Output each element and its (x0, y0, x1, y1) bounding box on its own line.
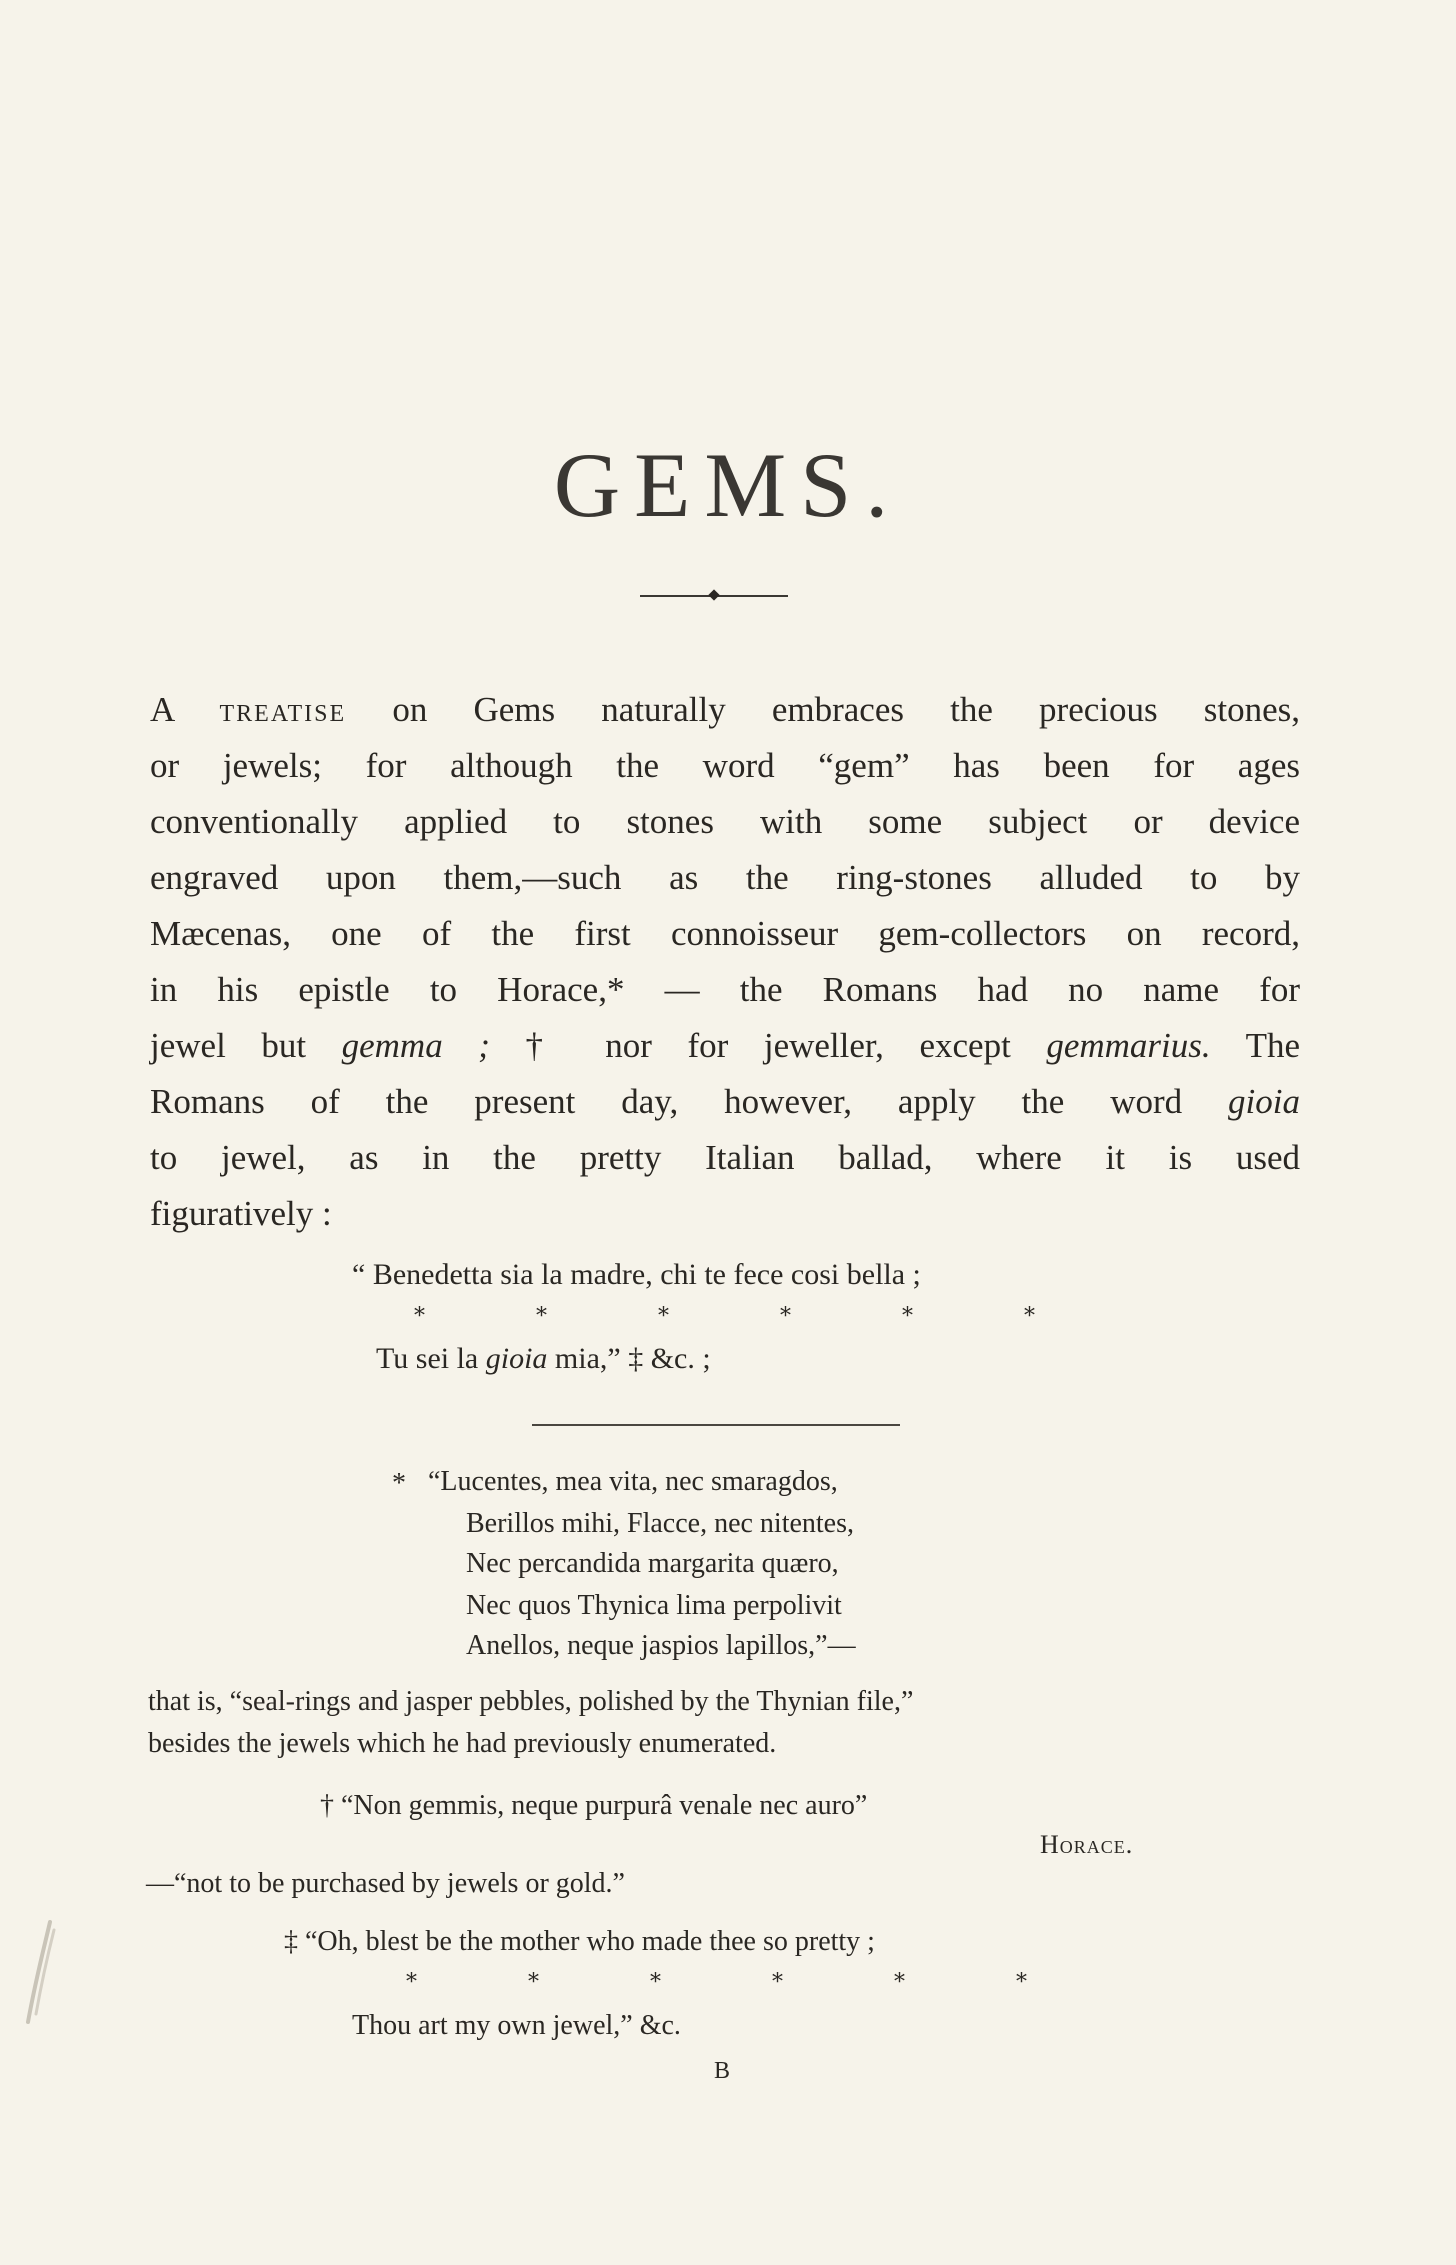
paragraph-line-9: to jewel, as in the pretty Italian ballad, where it is used (150, 1138, 1300, 1177)
verse-asterisks (414, 1304, 1146, 1329)
verse-line-2 (376, 1342, 711, 1376)
line-text: Tu sei la (376, 1342, 479, 1375)
asterisk: * (406, 1970, 417, 1995)
italic-word: gioia (1228, 1082, 1300, 1121)
footnote-translation-2: besides the jewels which he had previously enumerated. (148, 1728, 777, 1759)
footnote-double-dagger: ‡ “Oh, blest be the mother who made thee so pretty ; (284, 1926, 875, 1957)
asterisk: * (536, 1304, 547, 1329)
paragraph-line-1 (150, 682, 1300, 738)
asterisk: * (780, 1304, 791, 1329)
signature-mark: B (714, 2058, 731, 2084)
footnote-horace: Horace. (1040, 1830, 1134, 1859)
paragraph-line-7 (150, 1018, 1300, 1074)
paragraph-line-10: figuratively : (150, 1194, 332, 1233)
paragraph-line-6: in his epistle to Horace,* — the Romans had no name for (150, 970, 1300, 1009)
paragraph-line-2: or jewels; for although the word “gem” has been for ages (150, 746, 1300, 785)
line-text: The (1245, 1026, 1300, 1065)
line-text: jewel but (150, 1026, 307, 1065)
line-text: on Gems naturally embraces the precious stones, (392, 690, 1301, 729)
footnote-asterisks (406, 1970, 1138, 1995)
footnote-star-mark: * (392, 1468, 406, 1499)
pencil-mark-icon (20, 1918, 60, 2028)
footnote-translation-1: that is, “seal-rings and jasper pebbles, polished by the Thynian file,” (148, 1686, 914, 1717)
footnote-latin-1: “Lucentes, mea vita, nec smaragdos, (428, 1466, 838, 1497)
line-text: mia,” ‡ &c. ; (554, 1342, 711, 1375)
footnote-dagger: † “Non gemmis, neque purpurâ venale nec auro” (320, 1790, 868, 1821)
footnote-dagger-translation: —“not to be purchased by jewels or gold.” (146, 1868, 625, 1899)
paragraph-line-4: engraved upon them,—such as the ring-stones alluded to by (150, 858, 1300, 897)
asterisk: * (414, 1304, 425, 1329)
paragraph-line-8 (150, 1074, 1300, 1130)
asterisk: * (1024, 1304, 1035, 1329)
ornament-diamond-icon (708, 589, 719, 600)
opening-small-caps: treatise (219, 692, 347, 729)
main-paragraph (150, 682, 1300, 1242)
verse-line-1: “ Benedetta sia la madre, chi te fece cosi bella ; (352, 1258, 921, 1291)
footnote-latin-4: Nec quos Thynica lima perpolivit (466, 1590, 842, 1621)
italic-word: gemma ; (341, 1026, 490, 1065)
asterisk: * (528, 1970, 539, 1995)
drop-word: A (150, 690, 174, 729)
asterisk: * (650, 1970, 661, 1995)
asterisk: * (1016, 1970, 1027, 1995)
footnote-latin-3: Nec percandida margarita quæro, (466, 1548, 839, 1579)
paragraph-line-3: conventionally applied to stones with some subject or device (150, 802, 1300, 841)
title-ornament (640, 594, 788, 598)
line-text: † nor for jeweller, except (525, 1026, 1011, 1065)
asterisk: * (902, 1304, 913, 1329)
footnote-rule (532, 1424, 900, 1426)
page-title: GEMS. (553, 434, 903, 536)
footnote-latin-2: Berillos mihi, Flacce, nec nitentes, (466, 1508, 855, 1539)
italic-word: gioia (485, 1342, 548, 1375)
footnote-ddagger-last: Thou art my own jewel,” &c. (352, 2010, 681, 2041)
paragraph-line-5: Mæcenas, one of the first connoisseur gem-collectors on record, (150, 914, 1300, 953)
asterisk: * (894, 1970, 905, 1995)
italic-word: gemmarius. (1046, 1026, 1211, 1065)
line-text: Romans of the present day, however, apply the word (150, 1082, 1183, 1121)
asterisk: * (772, 1970, 783, 1995)
asterisk: * (658, 1304, 669, 1329)
footnote-latin-5: Anellos, neque jaspios lapillos,”— (466, 1630, 856, 1661)
